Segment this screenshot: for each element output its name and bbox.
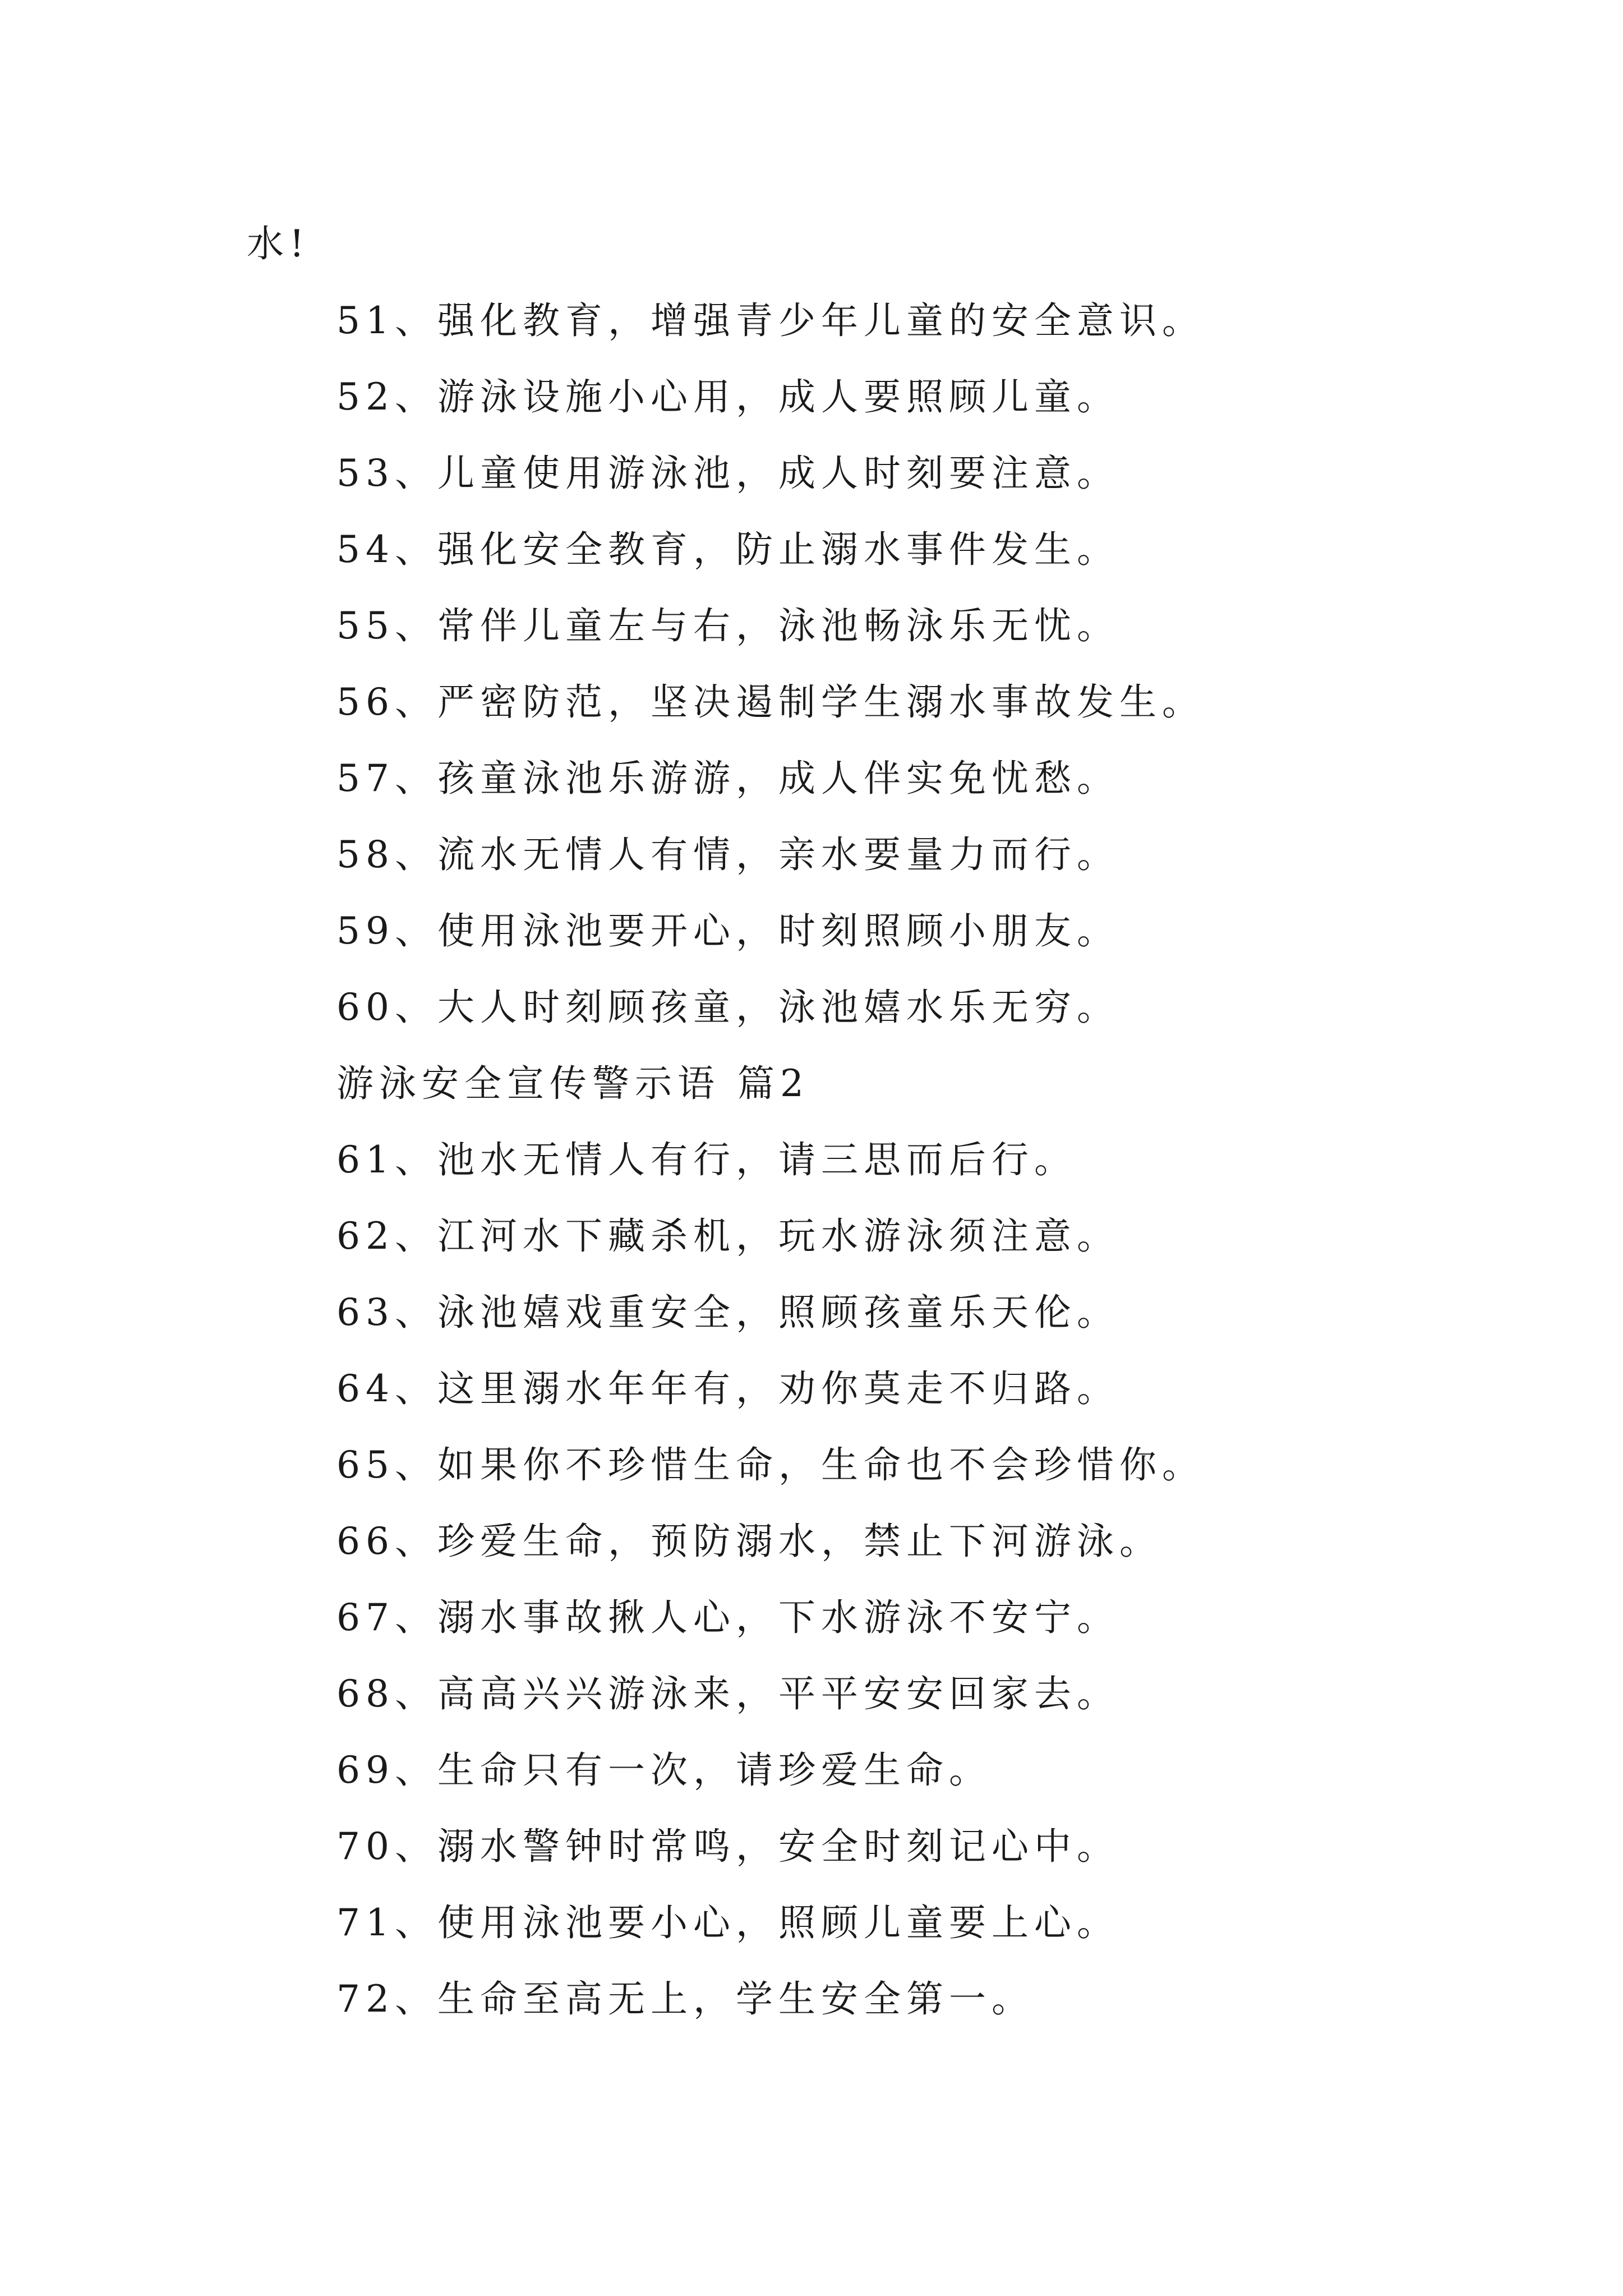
list-item: 69、生命只有一次，请珍爱生命。 [336,1749,992,1792]
list-item: 60、大人时刻顾孩童，泳池嬉水乐无穷。 [336,986,1119,1029]
list-item: 61、池水无情人有行，请三思而后行。 [336,1138,1077,1181]
list-item: 54、强化安全教育，防止溺水事件发生。 [336,528,1119,571]
list-item: 68、高高兴兴游泳来，平平安安回家去。 [336,1672,1119,1715]
list-item: 53、儿童使用游泳池，成人时刻要注意。 [336,452,1119,495]
list-item: 56、严密防范，坚决遏制学生溺水事故发生。 [336,680,1205,724]
list-item: 55、常伴儿童左与右，泳池畅泳乐无忧。 [336,604,1119,647]
list-item: 57、孩童泳池乐游游，成人伴实免忧愁。 [336,757,1119,800]
list-item: 67、溺水事故揪人心，下水游泳不安宁。 [336,1596,1119,1639]
list-item: 52、游泳设施小心用，成人要照顾儿童。 [336,375,1119,418]
continuation-text: 水! [247,222,310,265]
list-item: 72、生命至高无上，学生安全第一。 [336,1977,1034,2021]
list-item: 51、强化教育，增强青少年儿童的安全意识。 [336,299,1205,342]
list-item: 59、使用泳池要开心，时刻照顾小朋友。 [336,909,1119,953]
list-item: 66、珍爱生命，预防溺水，禁止下河游泳。 [336,1520,1162,1563]
list-item: 58、流水无情人有情，亲水要量力而行。 [336,833,1119,876]
list-item: 62、江河水下藏杀机，玩水游泳须注意。 [336,1214,1119,1258]
list-item: 65、如果你不珍惜生命，生命也不会珍惜你。 [336,1443,1205,1487]
list-item: 64、这里溺水年年有，劝你莫走不归路。 [336,1367,1119,1410]
list-item: 70、溺水警钟时常鸣，安全时刻记心中。 [336,1825,1119,1868]
section-heading: 游泳安全宣传警示语 篇2 [336,1062,809,1105]
list-item: 71、使用泳池要小心，照顾儿童要上心。 [336,1901,1119,1944]
list-item: 63、泳池嬉戏重安全，照顾孩童乐天伦。 [336,1291,1119,1334]
